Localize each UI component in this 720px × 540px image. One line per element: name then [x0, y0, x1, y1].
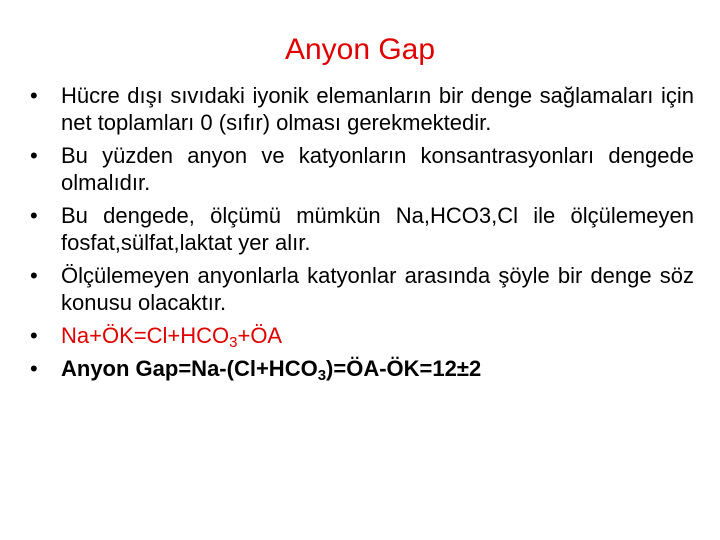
- bullet-item-4: [30, 262, 694, 316]
- formula-part: Anyon Gap=Na-(Cl+HCO: [61, 356, 318, 381]
- slide-title: Anyon Gap: [284, 33, 436, 66]
- bullet-item-5-formula: [30, 322, 694, 349]
- bullet-text: Bu dengede, ölçümü mümkün Na,HCO3,Cl ile ölçülemeyen fosfat,sülfat,laktat yer alır.: [61, 203, 694, 255]
- bullet-text: Bu yüzden anyon ve katyonların konsantrasyonları dengede olmalıdır.: [61, 143, 694, 195]
- bullet-dot-icon: •: [30, 83, 38, 108]
- formula-text: [61, 323, 283, 351]
- bullet-text: Hücre dışı sıvıdaki iyonik elemanların bir denge sağlamaları için net toplamları 0 (sıfır) olması gerekmektedir.: [61, 83, 694, 135]
- formula-subscript: 3: [229, 334, 238, 351]
- bullet-item-2: [30, 142, 694, 196]
- bullet-item-1: [30, 82, 694, 136]
- formula-subscript: 3: [317, 367, 327, 384]
- bullet-dot-icon: •: [30, 263, 38, 288]
- bullet-dot-icon: •: [30, 143, 38, 168]
- bullet-dot-icon: •: [30, 323, 38, 348]
- bullet-text: Ölçülemeyen anyonlarla katyonlar arasında şöyle bir denge söz konusu olacaktır.: [61, 263, 694, 315]
- formula-part: Na+ÖK=Cl+HCO: [61, 323, 230, 348]
- bullet-dot-icon: •: [30, 203, 38, 228]
- bullet-list: [30, 82, 694, 388]
- bullet-item-3: [30, 202, 694, 256]
- formula-part: +ÖA: [237, 323, 283, 348]
- formula-part: )=ÖA-ÖK=12±2: [326, 356, 482, 381]
- bullet-dot-icon: •: [30, 356, 38, 381]
- anion-gap-formula: [61, 356, 482, 384]
- bullet-item-6-anion-gap: [30, 355, 694, 382]
